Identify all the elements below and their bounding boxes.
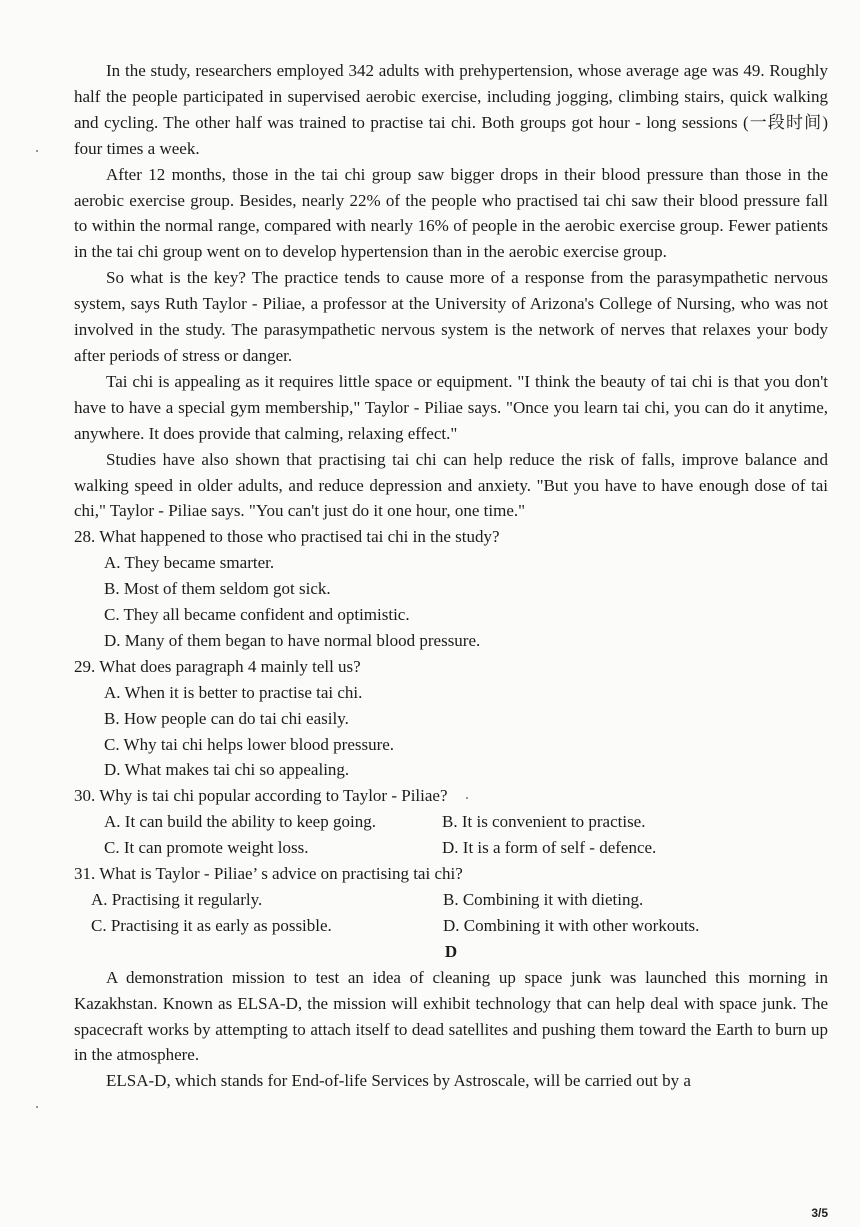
option-b: B. It is convenient to practise. [442,812,646,832]
option-row [74,809,828,835]
passage-d-paragraph-2: ELSA-D, which stands for End-of-life Services by Astroscale, will be carried out by a [106,1071,691,1091]
option-d: D. Many of them began to have normal blood pressure. [104,630,481,650]
option-a: A. They became smarter. [104,553,275,573]
scan-speck [36,150,38,152]
option-a: A. When it is better to practise tai chi. [104,682,363,702]
option-c: C. Practising it as early as possible. [91,915,332,935]
option-d: D. Combining it with other workouts. [443,915,700,935]
option-row [74,835,828,861]
option-a: A. It can build the ability to keep going. [104,812,376,832]
exam-page [74,58,828,1220]
option-c: C. It can promote weight loss. [104,838,309,858]
section-heading-d: D [444,941,458,961]
question-stem: 30. Why is tai chi popular according to Taylor - Piliae? [74,786,448,806]
option-d: D. What makes tai chi so appealing. [104,760,350,780]
passage-paragraph-4: Tai chi is appealing as it requires little space or equipment. "I think the beauty of tai chi is that you don't have to have a special gym membership," Taylor - Piliae says. "Once you learn tai chi, you can do it anytime, anywhere. It does provide that calming, relaxing effect." [74,371,828,443]
passage-paragraph-3: So what is the key? The practice tends to cause more of a response from the parasympathetic nervous system, says Ruth Taylor - Piliae, a professor at the University of Arizona's College of Nursing, who was not involved in the study. The parasympathetic nervous system is the network of nerves that relaxes your body after periods of stress or danger. [74,268,828,365]
option-b: B. How people can do tai chi easily. [104,708,349,728]
question-29 [74,654,828,784]
option-b: B. Most of them seldom got sick. [104,579,331,599]
question-31 [74,861,828,939]
passage-paragraph-2: After 12 months, those in the tai chi group saw bigger drops in their blood pressure than those in the aerobic exercise group. Besides, nearly 22% of the people who practised tai chi saw their blood pressure fall to within the normal range, compared with nearly 16% of people in the aerobic exercise group. Fewer patients in the tai chi group went on to develop hypertension than in the aerobic exercise group. [74,164,828,262]
option-row [74,913,828,939]
passage-paragraph-1: In the study, researchers employed 342 adults with prehypertension, whose average age was 49. Roughly half the people participated in supervised aerobic exercise, including jogging, climbing stairs, quick walking and cycling. The other half was trained to practise tai chi. Both groups got hour - long sessions (一段时间) four times a week. [74,61,828,158]
option-row [74,887,828,913]
question-stem: 31. What is Taylor - Piliae’ s advice on practising tai chi? [74,864,463,884]
option-a: A. Practising it regularly. [91,890,263,909]
scan-speck [466,797,468,799]
option-c: C. They all became confident and optimistic. [104,605,410,625]
option-d: D. It is a form of self - defence. [442,838,657,858]
question-28 [74,524,828,654]
question-stem: 28. What happened to those who practised tai chi in the study? [74,527,500,547]
question-stem: 29. What does paragraph 4 mainly tell us? [74,656,361,676]
option-b: B. Combining it with dieting. [443,890,644,909]
page-number: 3/5 [811,1206,828,1220]
scan-speck [36,1106,38,1108]
passage-d-paragraph-1: A demonstration mission to test an idea of cleaning up space junk was launched this morning in Kazakhstan. Known as ELSA-D, the mission will exhibit technology that can help deal with space junk. The spacecraft works by attempting to attach itself to dead satellites and pushing them toward the Earth to burn up in the atmosphere. [74,967,828,1065]
option-c: C. Why tai chi helps lower blood pressure. [104,734,395,754]
question-30 [74,783,828,861]
passage-paragraph-5: Studies have also shown that practising tai chi can help reduce the risk of falls, improve balance and walking speed in older adults, and reduce depression and anxiety. "But you have to have enough dose of tai chi," Taylor - Piliae says. "You can't just do it one hour, one time." [74,449,828,521]
